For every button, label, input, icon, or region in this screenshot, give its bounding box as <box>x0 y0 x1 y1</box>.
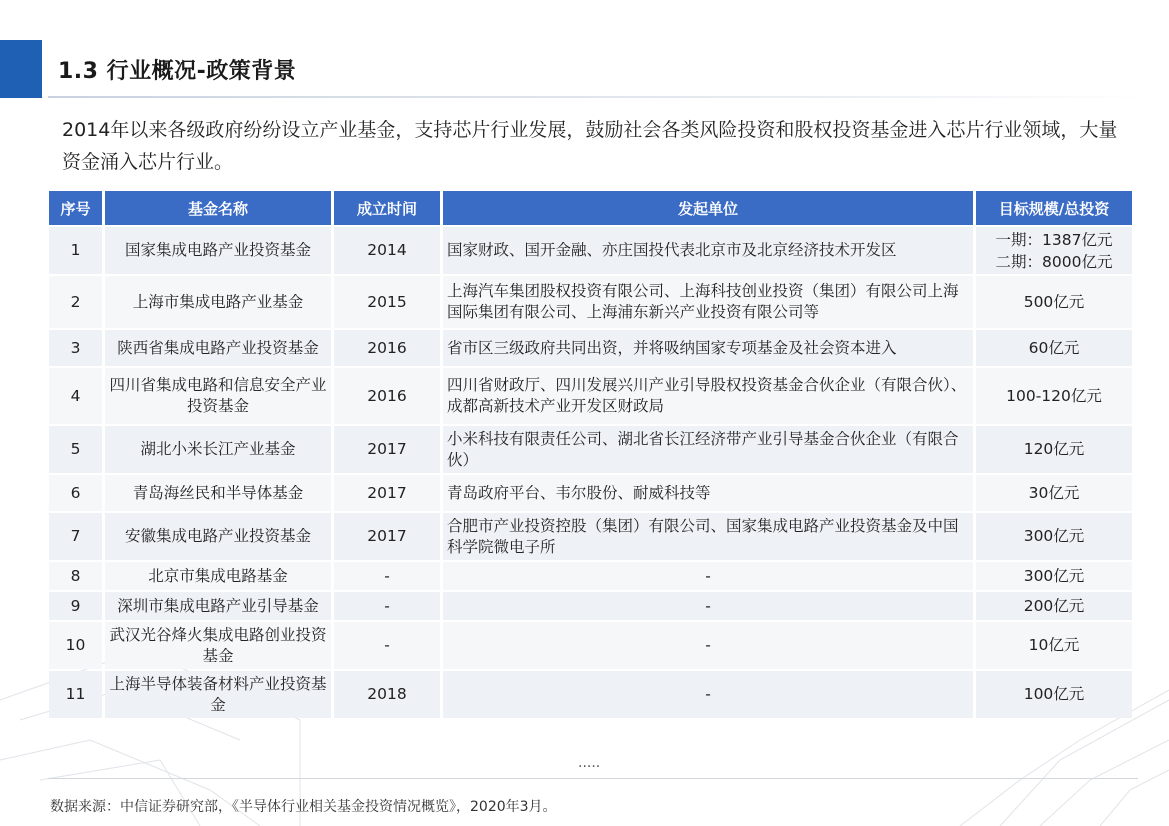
more-rows-ellipsis: ..... <box>578 755 601 771</box>
table-row <box>49 513 1132 560</box>
cell-scale: 60亿元 <box>976 330 1132 366</box>
title-divider <box>48 96 1148 98</box>
cell-initiator: 四川省财政厅、四川发展兴川产业引导股权投资基金合伙企业（有限合伙）、成都高新技术产业开发区财政局 <box>443 368 973 424</box>
cell-scale: 500亿元 <box>976 276 1132 328</box>
cell-year: 2016 <box>334 368 440 424</box>
cell-year: 2017 <box>334 426 440 473</box>
cell-fund-name: 安徽集成电路产业投资基金 <box>105 513 331 560</box>
cell-scale: 300亿元 <box>976 513 1132 560</box>
table-row <box>49 475 1132 511</box>
cell-no: 4 <box>49 368 102 424</box>
table-row <box>49 276 1132 328</box>
table-row <box>49 330 1132 366</box>
cell-year: 2014 <box>334 227 440 274</box>
table-row <box>49 426 1132 473</box>
cell-no: 8 <box>49 562 102 590</box>
header-scale: 目标规模/总投资 <box>976 191 1132 225</box>
cell-year: 2017 <box>334 513 440 560</box>
cell-scale: 300亿元 <box>976 562 1132 590</box>
cell-no: 11 <box>49 671 102 718</box>
header-no: 序号 <box>49 191 102 225</box>
cell-fund-name: 四川省集成电路和信息安全产业投资基金 <box>105 368 331 424</box>
cell-fund-name: 北京市集成电路基金 <box>105 562 331 590</box>
cell-year: 2017 <box>334 475 440 511</box>
cell-scale: 一期：1387亿元 二期：8000亿元 <box>976 227 1132 274</box>
cell-year: - <box>334 622 440 669</box>
cell-no: 5 <box>49 426 102 473</box>
cell-no: 1 <box>49 227 102 274</box>
table-row <box>49 592 1132 620</box>
fund-table-container <box>46 189 1132 720</box>
header-initiator: 发起单位 <box>443 191 973 225</box>
header-fund-name: 基金名称 <box>105 191 331 225</box>
cell-scale: 100-120亿元 <box>976 368 1132 424</box>
cell-scale: 10亿元 <box>976 622 1132 669</box>
cell-no: 3 <box>49 330 102 366</box>
cell-fund-name: 青岛海丝民和半导体基金 <box>105 475 331 511</box>
cell-initiator: - <box>443 562 973 590</box>
table-row <box>49 227 1132 274</box>
cell-no: 10 <box>49 622 102 669</box>
cell-fund-name: 上海市集成电路产业基金 <box>105 276 331 328</box>
cell-fund-name: 陕西省集成电路产业投资基金 <box>105 330 331 366</box>
fund-table <box>46 189 1135 720</box>
cell-fund-name: 上海半导体装备材料产业投资基金 <box>105 671 331 718</box>
cell-year: - <box>334 562 440 590</box>
cell-initiator: 省市区三级政府共同出资，并将吸纳国家专项基金及社会资本进入 <box>443 330 973 366</box>
cell-no: 7 <box>49 513 102 560</box>
cell-fund-name: 湖北小米长江产业基金 <box>105 426 331 473</box>
cell-fund-name: 国家集成电路产业投资基金 <box>105 227 331 274</box>
header-year: 成立时间 <box>334 191 440 225</box>
cell-no: 2 <box>49 276 102 328</box>
intro-paragraph: 2014年以来各级政府纷纷设立产业基金，支持芯片行业发展，鼓励社会各类风险投资和股权投资基金进入芯片行业领域，大量资金涌入芯片行业。 <box>62 119 1118 173</box>
cell-year: 2016 <box>334 330 440 366</box>
cell-year: - <box>334 592 440 620</box>
cell-scale: 100亿元 <box>976 671 1132 718</box>
cell-initiator: - <box>443 592 973 620</box>
title-accent-bar <box>0 40 42 98</box>
table-row <box>49 368 1132 424</box>
table-header-row <box>49 191 1132 225</box>
cell-initiator: 上海汽车集团股权投资有限公司、上海科技创业投资（集团）有限公司上海国际集团有限公司、上海浦东新兴产业投资有限公司等 <box>443 276 973 328</box>
table-row <box>49 622 1132 669</box>
cell-scale: 200亿元 <box>976 592 1132 620</box>
cell-initiator: - <box>443 671 973 718</box>
cell-scale: 30亿元 <box>976 475 1132 511</box>
data-source-note: 数据来源：中信证券研究部，《半导体行业相关基金投资情况概览》，2020年3月。 <box>50 799 557 815</box>
cell-scale: 120亿元 <box>976 426 1132 473</box>
cell-year: 2015 <box>334 276 440 328</box>
cell-no: 6 <box>49 475 102 511</box>
page-title: 1.3 行业概况-政策背景 <box>58 59 297 84</box>
cell-no: 9 <box>49 592 102 620</box>
cell-fund-name: 深圳市集成电路产业引导基金 <box>105 592 331 620</box>
cell-initiator: 国家财政、国开金融、亦庄国投代表北京市及北京经济技术开发区 <box>443 227 973 274</box>
cell-initiator: 合肥市产业投资控股（集团）有限公司、国家集成电路产业投资基金及中国科学院微电子所 <box>443 513 973 560</box>
table-row <box>49 671 1132 718</box>
cell-initiator: 青岛政府平台、韦尔股份、耐威科技等 <box>443 475 973 511</box>
cell-fund-name: 武汉光谷烽火集成电路创业投资基金 <box>105 622 331 669</box>
footer-divider <box>48 778 1138 779</box>
cell-initiator: - <box>443 622 973 669</box>
cell-year: 2018 <box>334 671 440 718</box>
cell-initiator: 小米科技有限责任公司、湖北省长江经济带产业引导基金合伙企业（有限合伙） <box>443 426 973 473</box>
table-row <box>49 562 1132 590</box>
